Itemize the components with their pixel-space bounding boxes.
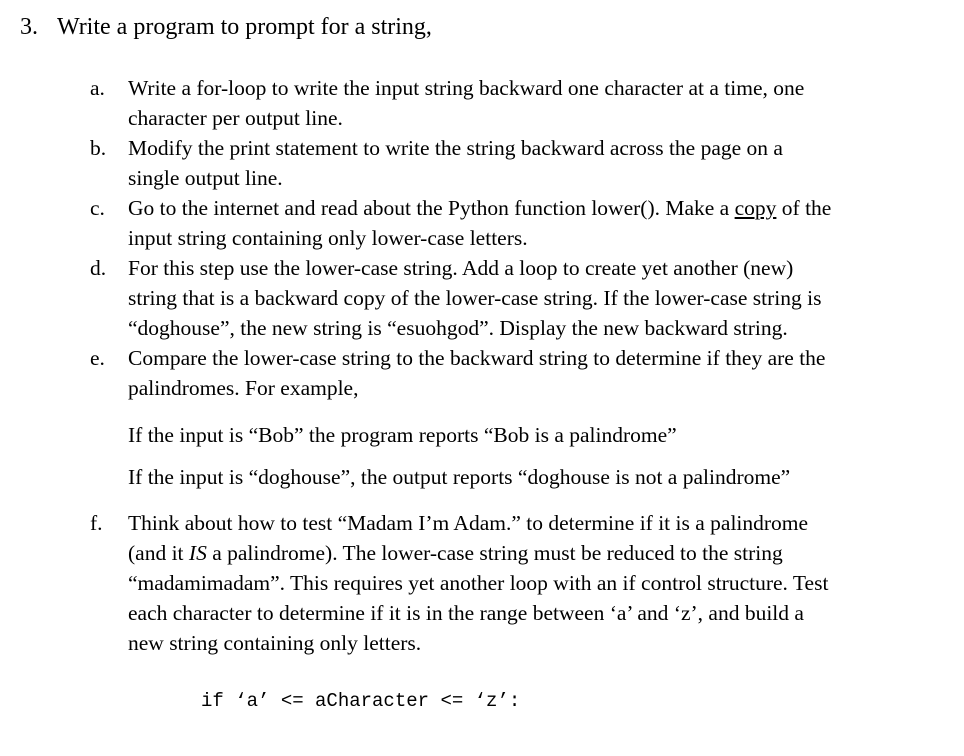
item-c-line-1 bbox=[128, 193, 928, 223]
list-marker-d: d. bbox=[90, 256, 107, 280]
item-f-line-5: new string containing only letters. bbox=[128, 631, 422, 655]
italic-word-is: IS bbox=[188, 541, 207, 565]
item-f-line-2 bbox=[128, 538, 928, 568]
item-f-line-2-end: a palindrome). The lower-case string must be reduced to the string bbox=[206, 541, 783, 565]
item-f-line-2-start: (and it bbox=[128, 541, 189, 565]
palindrome-example-2: If the input is “doghouse”, the output reports “doghouse is not a palindrome” bbox=[128, 465, 791, 489]
item-b-line-2: single output line. bbox=[128, 166, 283, 190]
item-d-line-1: For this step use the lower-case string. Add a loop to create yet another (new) bbox=[128, 256, 794, 280]
list-item-a bbox=[90, 73, 928, 133]
list-marker-b: b. bbox=[90, 136, 107, 160]
item-e-line-1: Compare the lower-case string to the backward string to determine if they are the bbox=[128, 346, 826, 370]
item-c-line-1-start: Go to the internet and read about the Python function lower(). Make a bbox=[128, 196, 735, 220]
item-f-line-3: “madamimadam”. This requires yet another loop with an if control structure. Test bbox=[128, 571, 829, 595]
list-item-e bbox=[90, 343, 928, 403]
item-b-line-1: Modify the print statement to write the string backward across the page on a bbox=[128, 136, 783, 160]
list-marker-e: e. bbox=[90, 346, 105, 370]
item-c-line-1-end: of the bbox=[776, 196, 832, 220]
item-d-line-3: “doghouse”, the new string is “esuohgod”. Display the new backward string. bbox=[128, 316, 788, 340]
item-f-line-1: Think about how to test “Madam I’m Adam.” to determine if it is a palindrome bbox=[128, 511, 809, 535]
palindrome-example-1: If the input is “Bob” the program reports “Bob is a palindrome” bbox=[128, 423, 677, 447]
list-item-f bbox=[90, 508, 928, 658]
list-item-d bbox=[90, 253, 928, 343]
item-a-line-2: character per output line. bbox=[128, 106, 343, 130]
item-c-line-2: input string containing only lower-case letters. bbox=[128, 226, 528, 250]
question-prompt: Write a program to prompt for a string, bbox=[57, 14, 432, 40]
list-marker-a: a. bbox=[90, 76, 105, 100]
item-f-line-4: each character to determine if it is in the range between ‘a’ and ‘z’, and build a bbox=[128, 601, 804, 625]
item-e-line-2: palindromes. For example, bbox=[128, 376, 359, 400]
item-d-line-2: string that is a backward copy of the lower-case string. If the lower-case string is bbox=[128, 286, 822, 310]
underlined-word-copy: copy bbox=[734, 196, 777, 220]
list-item-c bbox=[90, 193, 928, 253]
question-number: 3. bbox=[20, 14, 38, 40]
question-heading bbox=[20, 12, 432, 42]
list-item-b bbox=[90, 133, 928, 193]
code-snippet: if ‘a’ <= aCharacter <= ‘z’: bbox=[201, 690, 521, 712]
list-marker-f: f. bbox=[90, 511, 103, 535]
item-a-line-1: Write a for-loop to write the input string backward one character at a time, one bbox=[128, 76, 805, 100]
list-marker-c: c. bbox=[90, 196, 105, 220]
